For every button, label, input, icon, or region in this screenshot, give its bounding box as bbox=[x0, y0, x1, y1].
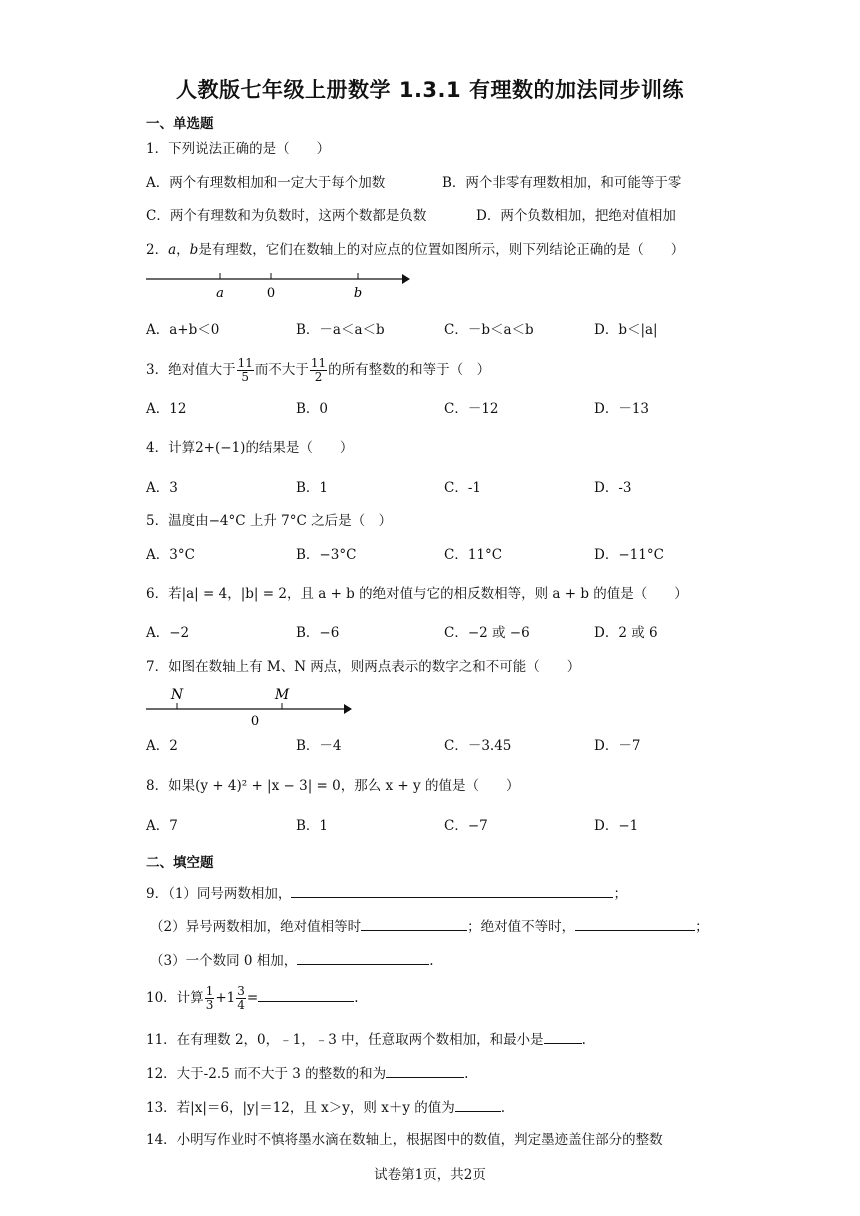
answer-blank[interactable] bbox=[386, 1063, 464, 1078]
q8-expression: (y + 4)² + |x − 3| = 0 bbox=[195, 778, 341, 794]
question-12-stem: 12．大于-2.5 而不大于 3 的整数的和为 . bbox=[146, 1063, 468, 1084]
answer-blank[interactable] bbox=[575, 916, 695, 931]
q3-option-d[interactable]: D．－13 bbox=[594, 401, 650, 417]
question-11-stem: 11．在有理数 2，0，﹣1，﹣3 中，任意取两个数相加，和最小是 . bbox=[146, 1029, 586, 1050]
q6-option-c[interactable]: C．−2 或 −6 bbox=[444, 625, 530, 641]
question-2-options bbox=[146, 320, 726, 340]
question-9-line-3: （3）一个数同 0 相加， . bbox=[150, 950, 434, 971]
page-title: 人教版七年级上册数学 1.3.1 有理数的加法同步训练 bbox=[176, 78, 684, 102]
section-heading-fill-blank: 二、填空题 bbox=[146, 855, 214, 871]
question-2-stem: 2．a，b是有理数，它们在数轴上的对应点的位置如图所示，则下列结论正确的是（ ） bbox=[146, 242, 685, 258]
q7-option-a[interactable]: A．2 bbox=[146, 738, 178, 754]
axis-label-a: a bbox=[216, 286, 224, 301]
question-8-options bbox=[146, 816, 726, 836]
q1-option-d[interactable]: D．两个负数相加，把绝对值相加 bbox=[476, 208, 676, 224]
question-4-stem: 4．计算2+(−1)的结果是（ ） bbox=[146, 440, 354, 456]
axis-label-zero: 0 bbox=[250, 714, 260, 729]
q4-option-c[interactable]: C．-1 bbox=[444, 480, 481, 496]
q8-option-b[interactable]: B．1 bbox=[296, 818, 329, 834]
fraction-11-5: $\frac{11}{5}$ bbox=[237, 356, 253, 384]
q6-option-b[interactable]: B．−6 bbox=[296, 625, 340, 641]
q7-option-c[interactable]: C．－3.45 bbox=[444, 738, 512, 754]
section-heading-single-choice: 一、单选题 bbox=[146, 116, 214, 132]
q4-option-b[interactable]: B．1 bbox=[296, 480, 329, 496]
q7-option-d[interactable]: D．－7 bbox=[594, 738, 641, 754]
question-6-stem: 6．若|a| = 4，|b| = 2，且 a + b 的绝对值与它的相反数相等，则 a + b 的值是（ ） bbox=[146, 586, 688, 602]
answer-blank[interactable] bbox=[291, 883, 613, 898]
question-3-options bbox=[146, 399, 726, 419]
q5-option-a[interactable]: A．3°C bbox=[146, 547, 195, 563]
axis-label-zero: 0 bbox=[266, 286, 276, 301]
answer-blank[interactable] bbox=[258, 987, 354, 1002]
q2-option-d[interactable]: D．b＜|a| bbox=[594, 322, 658, 338]
question-3-stem: 3．绝对值大于 $\frac{11}{5}$ 而不大于 $\frac{11}{2}$ 的所有整数的和等于（ ） bbox=[146, 356, 491, 384]
q4-option-a[interactable]: A．3 bbox=[146, 480, 178, 496]
question-1-stem: 1．下列说法正确的是（ ） bbox=[146, 141, 331, 157]
question-7-options bbox=[146, 736, 726, 756]
q8-option-a[interactable]: A．7 bbox=[146, 818, 178, 834]
fraction-11-2: $\frac{11}{2}$ bbox=[310, 356, 327, 384]
q8-option-d[interactable]: D．−1 bbox=[594, 818, 639, 834]
number-line-figure-q7 bbox=[146, 683, 356, 729]
axis-label-b: b bbox=[353, 286, 363, 301]
q3-option-c[interactable]: C．－12 bbox=[444, 401, 499, 417]
question-9-line-1: 9．（1）同号两数相加， ； bbox=[146, 883, 627, 904]
q7-option-b[interactable]: B．－4 bbox=[296, 738, 342, 754]
answer-blank[interactable] bbox=[297, 950, 429, 965]
fraction-3-4: $\frac{3}{4}$ bbox=[237, 984, 245, 1012]
q5-option-d[interactable]: D．−11°C bbox=[594, 547, 664, 563]
answer-blank[interactable] bbox=[455, 1097, 501, 1112]
q1-option-b[interactable]: B．两个非零有理数相加，和可能等于零 bbox=[442, 175, 682, 191]
q5-option-b[interactable]: B．−3°C bbox=[296, 547, 357, 563]
q4-option-d[interactable]: D．-3 bbox=[594, 480, 632, 496]
question-8-stem: 8．如果(y + 4)² + |x − 3| = 0，那么 x + y 的值是（ ） bbox=[146, 778, 520, 794]
number-line-figure-q2 bbox=[146, 265, 412, 301]
question-6-options bbox=[146, 623, 726, 643]
question-1-options-row2 bbox=[146, 206, 726, 226]
question-4-options bbox=[146, 478, 726, 498]
question-13-stem: 13．若|x|＝6，|y|＝12，且 x＞y，则 x＋y 的值为 . bbox=[146, 1097, 505, 1118]
q3-option-b[interactable]: B．0 bbox=[296, 401, 329, 417]
q1-option-a[interactable]: A．两个有理数相加和一定大于每个加数 bbox=[146, 175, 386, 191]
q6-option-d[interactable]: D．2 或 6 bbox=[594, 625, 658, 641]
question-5-options bbox=[146, 545, 726, 565]
q5-option-c[interactable]: C．11°C bbox=[444, 547, 503, 563]
question-10-stem: 10．计算 $\frac{1}{3}$ +1 $\frac{3}{4}$ = . bbox=[146, 984, 359, 1012]
axis-label-n: N bbox=[170, 687, 184, 703]
q2-option-c[interactable]: C．－b＜a＜b bbox=[444, 322, 534, 338]
q4-expression: 2+(−1) bbox=[195, 440, 246, 456]
answer-blank[interactable] bbox=[361, 916, 467, 931]
axis-label-m: M bbox=[274, 687, 290, 703]
page-footer: 试卷第1页，共2页 bbox=[374, 1167, 486, 1183]
question-14-stem: 14．小明写作业时不慎将墨水滴在数轴上，根据图中的数值，判定墨迹盖住部分的整数 bbox=[146, 1132, 663, 1148]
q6-option-a[interactable]: A．−2 bbox=[146, 625, 190, 641]
question-7-stem: 7．如图在数轴上有 M、N 两点，则两点表示的数字之和不可能（ ） bbox=[146, 659, 581, 675]
answer-blank[interactable] bbox=[544, 1029, 582, 1044]
question-1-options-row1 bbox=[146, 173, 726, 193]
q2-option-b[interactable]: B．－a＜a＜b bbox=[296, 322, 385, 338]
q8-option-c[interactable]: C．−7 bbox=[444, 818, 488, 834]
question-9-line-2: （2）异号两数相加，绝对值相等时 ；绝对值不等时， ； bbox=[150, 916, 709, 937]
q3-option-a[interactable]: A．12 bbox=[146, 401, 187, 417]
q1-option-c[interactable]: C．两个有理数和为负数时，这两个数都是负数 bbox=[146, 208, 427, 224]
fraction-1-3: $\frac{1}{3}$ bbox=[205, 984, 214, 1012]
question-5-stem: 5．温度由−4°C 上升 7°C 之后是（ ） bbox=[146, 513, 393, 529]
q2-option-a[interactable]: A．a+b＜0 bbox=[146, 322, 220, 338]
